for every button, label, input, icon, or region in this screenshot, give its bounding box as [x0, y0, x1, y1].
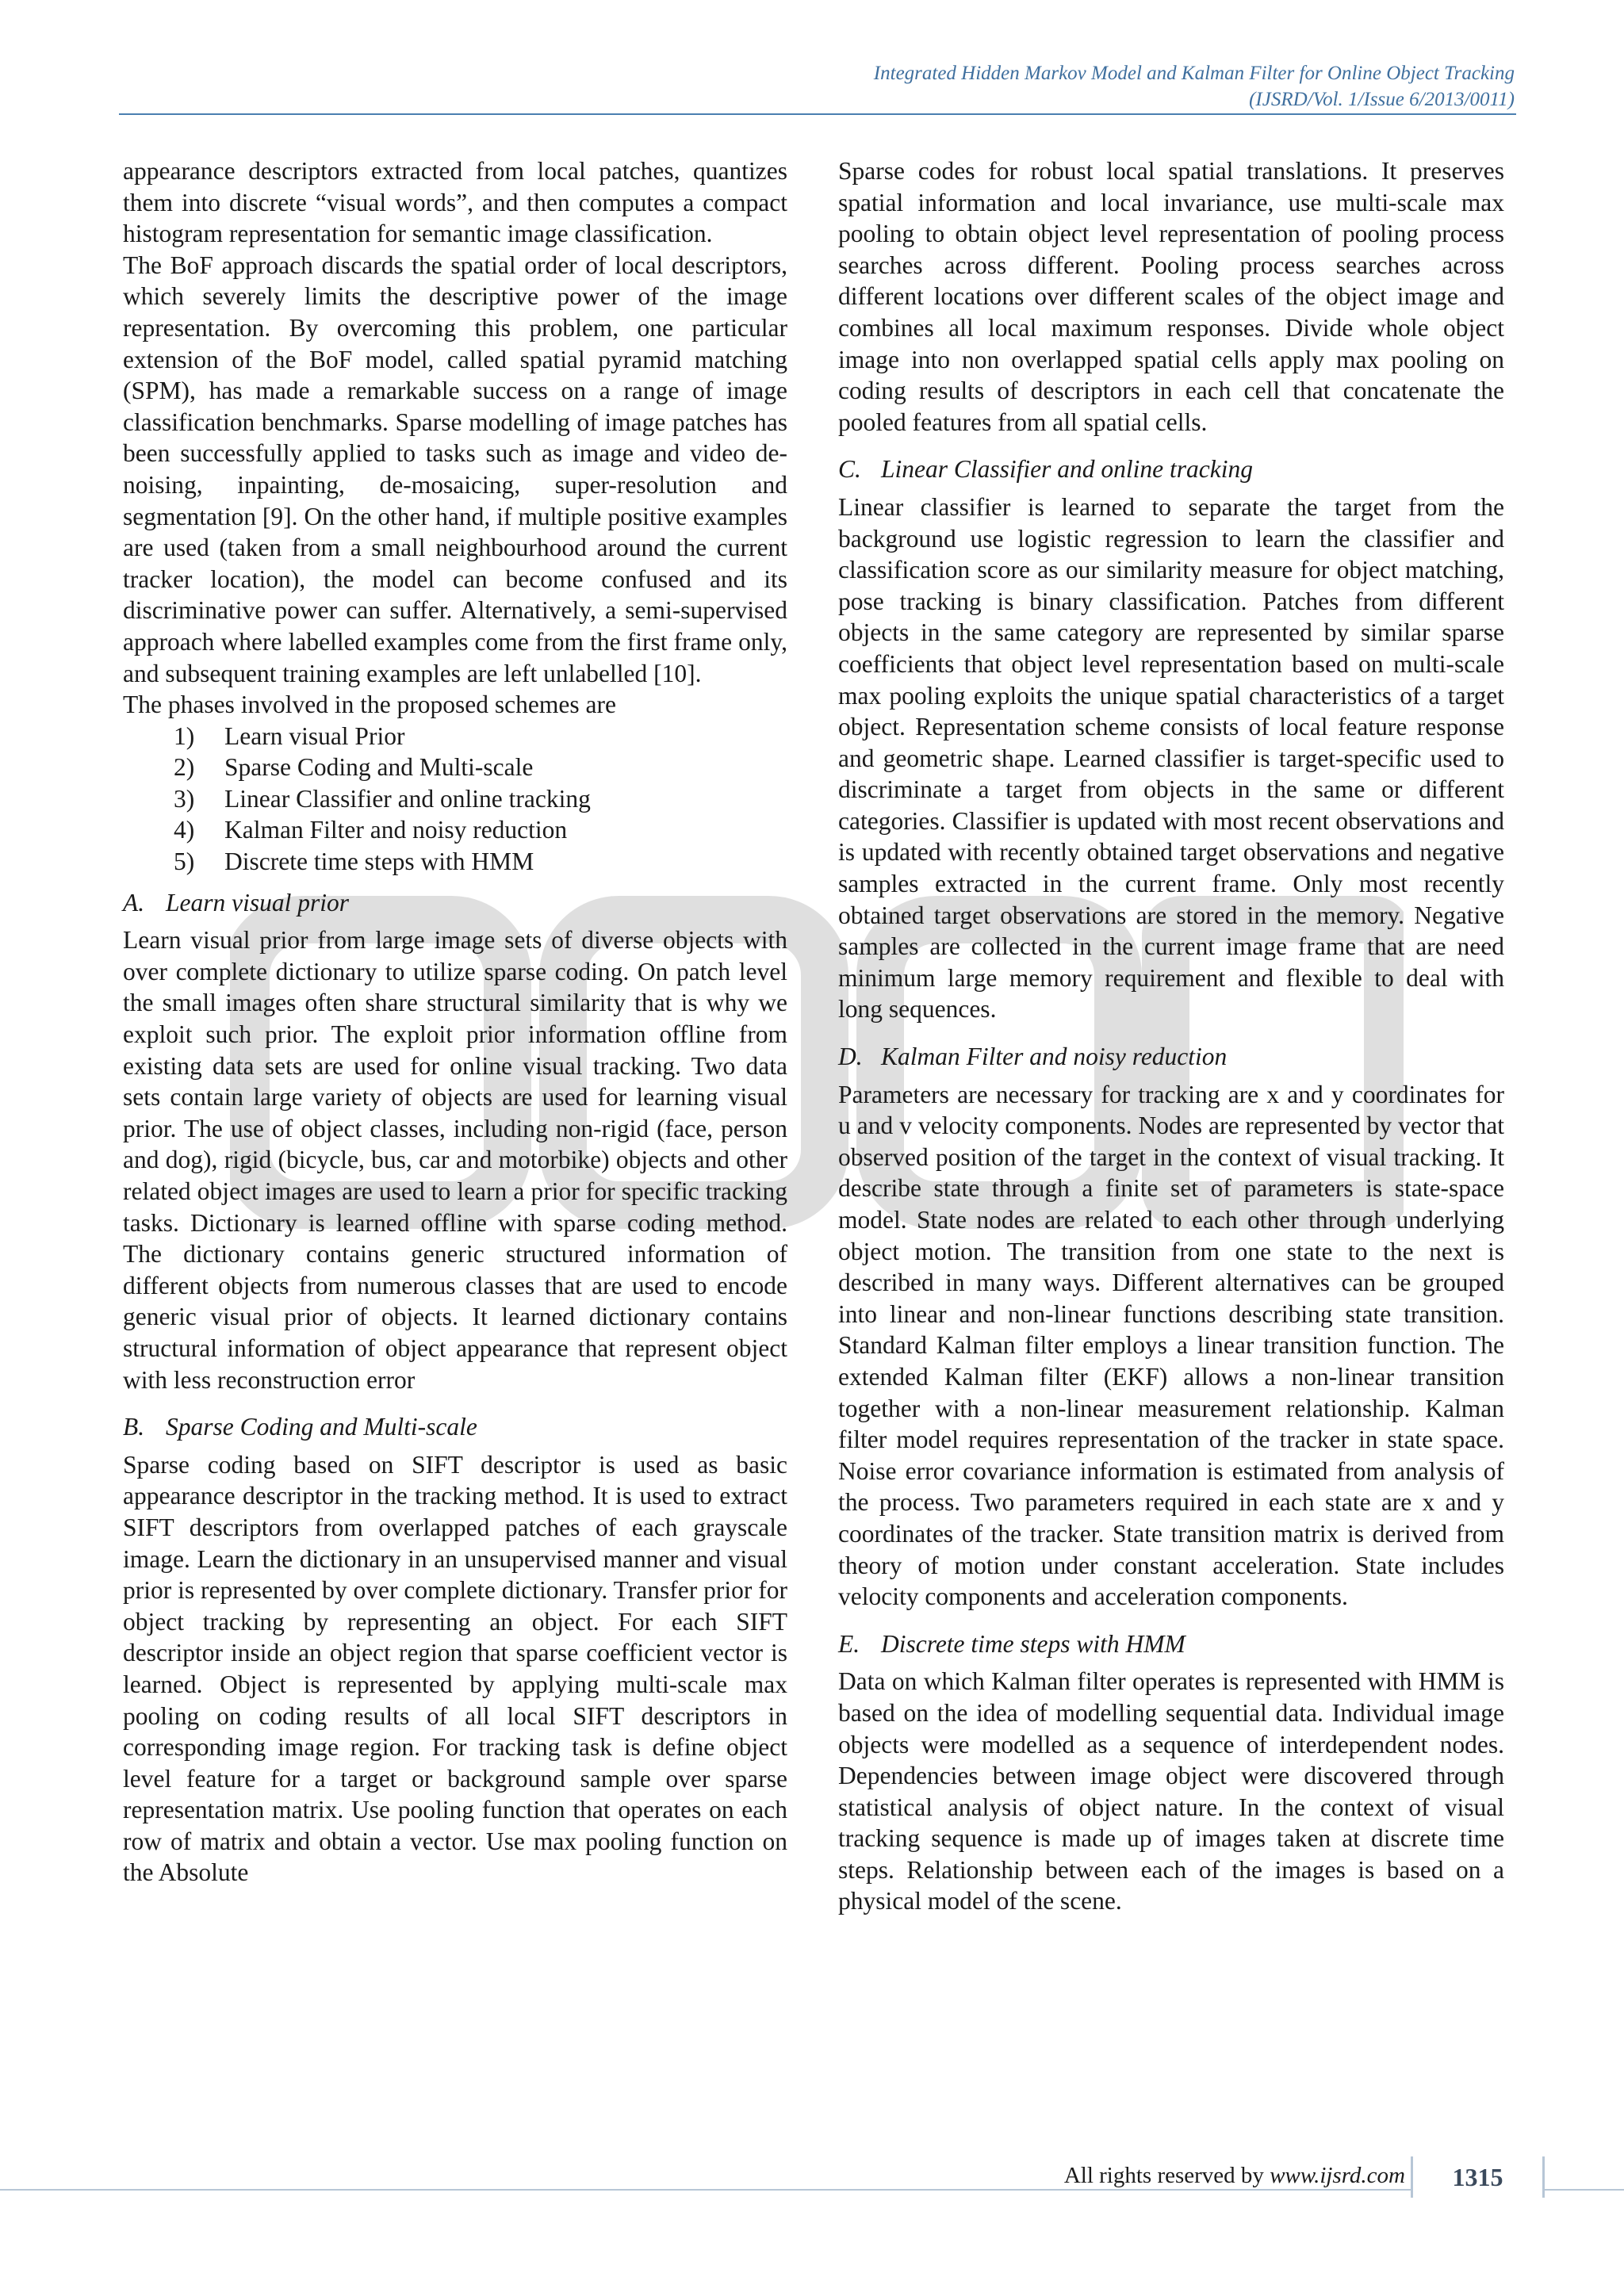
paragraph-bof-intro: appearance descriptors extracted from local patches, quantizes them into discrete “visual words”, and then computes a compact histogram representation for semantic image classification.	[123, 157, 787, 248]
list-item: 5) Discrete time steps with HMM	[174, 848, 534, 876]
list-item: 4) Kalman Filter and noisy reduction	[174, 816, 568, 844]
phases-list	[123, 721, 787, 878]
footer-site-link[interactable]: www.ijsrd.com	[1270, 2163, 1405, 2188]
paragraph-bof-spm: The BoF approach discards the spatial order of local descriptors, which severely limits the descriptive power of the image representation. By overcoming this problem, one particular extension of the BoF model, called spatial pyramid matching (SPM), has made a remarkable success on a range of image classification benchmarks. Sparse modelling of image patches has been successfully applied to tasks such as image and video de-noising, inpainting, de-mosaicing, super-resolution and segmentation [9]. On the other hand, if multiple positive examples are used (taken from a small neighbourhood around the current tracker location), the model can become confused and its discriminative power can suffer. Alternatively, a semi-supervised approach where labelled examples come from the first frame only, and subsequent training examples are left unlabelled [10].	[123, 251, 787, 687]
right-column	[838, 155, 1504, 1917]
left-column	[123, 155, 787, 1888]
header-title: Integrated Hidden Markov Model and Kalman Filter for Online Object Tracking	[873, 63, 1515, 84]
paragraph-linear-classifier: Linear classifier is learned to separate the target from the background use logistic regression to learn the classifier and classification score as our similarity measure for object matching, pose tracking is binary classification. Patches from different objects in the same category are represented by similar sparse coefficients that object level representation based on multi-scale max pooling exploits the unique spatial characteristics of a target object. Representation scheme consists of local feature response and geometric shape. Learned classifier is target-specific used to discriminate a target from objects in the same or different categories. Classifier is updated with most recent observations and is updated with recently obtained target observations and negative samples extracted in the current frame. Only most recently obtained target observations are stored in the memory. Negative samples are collected in the current image frame that are need minimum large memory requirement and flexible to deal with long sequences.	[838, 492, 1504, 1024]
list-item: 2) Sparse Coding and Multi-scale	[174, 753, 534, 782]
section-heading-b: B. Sparse Coding and Multi-scale	[123, 1413, 477, 1441]
header-citation: (IJSRD/Vol. 1/Issue 6/2013/0011)	[1249, 89, 1515, 110]
section-heading-a: A. Learn visual prior	[123, 888, 350, 916]
footer-rights-text: All rights reserved by	[1063, 2163, 1270, 2188]
list-item: 1) Learn visual Prior	[174, 721, 405, 750]
paragraph-kalman-filter: Parameters are necessary for tracking are x and y coordinates for u and v velocity components. Nodes are represented by vector that observed position of the target in the context of visual tracking. It describe state through a finite set of parameters is state-space model. State nodes are related to each other through underlying object motion. The transition from one state to the next is described in many ways. Different alternatives can be grouped into linear and non-linear functions describing state transition. Standard Kalman filter employs a linear transition function. The extended Kalman filter (EKF) allows a non-linear transition together with a non-linear measurement relationship. Kalman filter model requires representation of the tracker in state space. Noise error covariance information is estimated from analysis of the process. Two parameters required in each state are x and y coordinates of the tracker. State transition matrix is derived from theory of motion under constant acceleration. State includes velocity components and acceleration components.	[838, 1080, 1504, 1611]
page-number: 1315	[1411, 2156, 1545, 2198]
paragraph-sparse-coding: Sparse coding based on SIFT descriptor is used as basic appearance descriptor in the tracking method. It is used to extract SIFT descriptors from overlapped patches of each grayscale image. Learn the dictionary in an unsupervised manner and visual prior is represented by over complete dictionary. Transfer prior for object tracking by representing an object. For each SIFT descriptor inside an object region that sparse coefficient vector is learned. Object is represented by applying multi-scale max pooling on coding results of all local SIFT descriptors in corresponding image region. For tracking task is define object level feature for a target or background sample over sparse representation matrix. Use pooling function that operates on each row of matrix and obtain a vector. Use max pooling function on the Absolute	[123, 1450, 787, 1887]
list-item: 3) Linear Classifier and online tracking	[174, 784, 591, 813]
paragraph-phases-intro: The phases involved in the proposed schemes are	[123, 691, 616, 719]
section-heading-d: D. Kalman Filter and noisy reduction	[838, 1043, 1228, 1071]
section-heading-c: C. Linear Classifier and online tracking	[838, 455, 1253, 484]
running-header	[325, 60, 1515, 113]
paragraph-learn-visual-prior: Learn visual prior from large image sets of diverse objects with over complete dictionary to utilize sparse coding. On patch level the small images often share structural similarity that is why we exploit such prior. The exploit prior information offline from existing data sets are used for online visual tracking. Two data sets contain large variety of objects are used for learning visual prior. The use of object classes, including non-rigid (face, person and dog), rigid (bicycle, bus, car and motorbike) objects and other related object images are used to learn a prior for specific tracking tasks. Dictionary is learned offline with sparse coding method. The dictionary contains generic structured information of different objects from numerous classes that are used to encode generic visual prior of objects. It learned dictionary contains structural information of object appearance that represent object with less reconstruction error	[123, 926, 787, 1394]
footer-copyright	[1064, 2163, 1405, 2189]
header-divider	[119, 113, 1516, 115]
paragraph-sparse-codes: Sparse codes for robust local spatial translations. It preserves spatial information and local invariance, use multi-scale max pooling to obtain object level representation of pooling process searches across different. Pooling process searches across different locations over different scales of the object image and combines all local maximum responses. Divide whole object image into non overlapped spatial cells apply max pooling on coding results of descriptors in each cell that concatenate the pooled features from all spatial cells.	[838, 157, 1504, 436]
paragraph-hmm: Data on which Kalman filter operates is represented with HMM is based on the idea of modelling sequential data. Individual image objects were modelled as a sequence of interdependent nodes. Dependencies between image object were discovered through statistical analysis of object nature. In the context of visual tracking sequence is made up of images taken at discrete time steps. Relationship between each of the images is based on a physical model of the scene.	[838, 1667, 1504, 1915]
section-heading-e: E. Discrete time steps with HMM	[838, 1629, 1185, 1658]
footer-divider	[0, 2189, 1624, 2191]
